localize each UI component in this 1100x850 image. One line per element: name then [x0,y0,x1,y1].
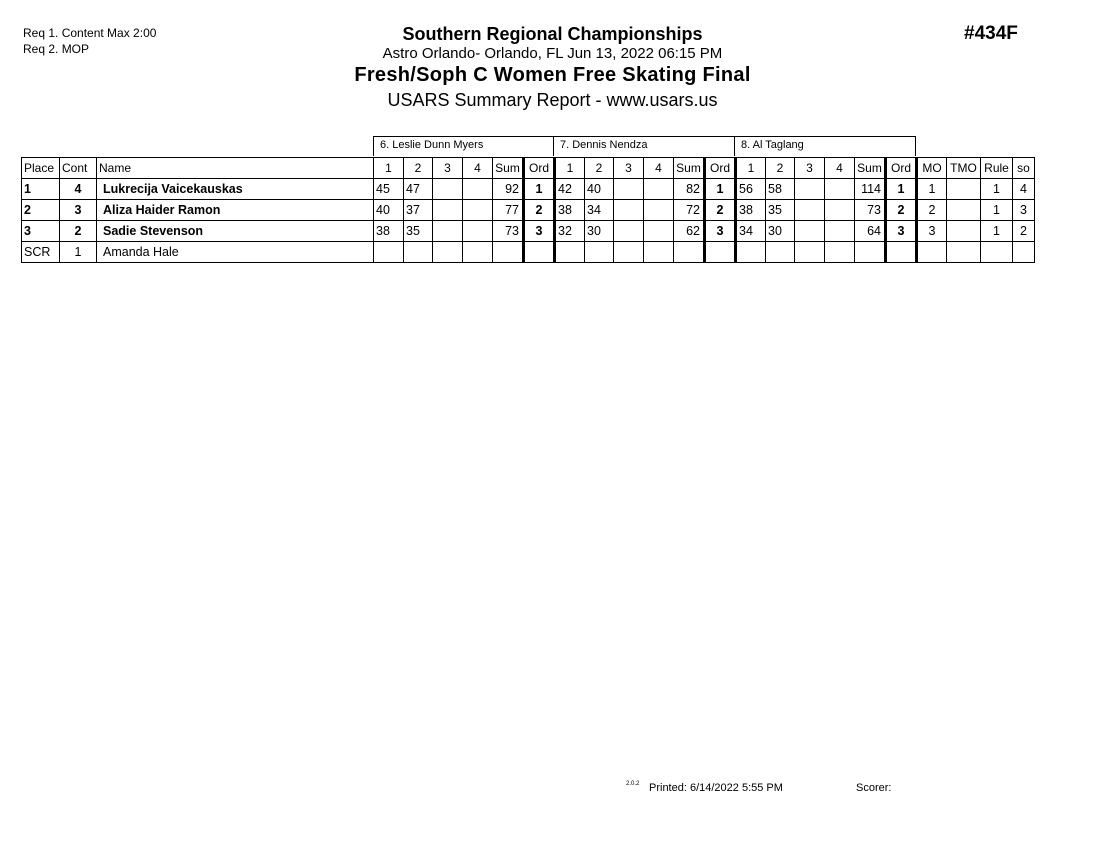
requirement-2: Req 2. MOP [23,42,90,56]
header-j1-sum: Sum [493,158,524,179]
header-j2-ord: Ord [705,158,736,179]
j1-mark-1-cell [374,242,404,263]
j2-mark-1-cell: 42 [555,179,585,200]
rule-cell [981,242,1013,263]
j2-mark-4-cell [644,242,674,263]
header-j3-ord: Ord [886,158,917,179]
header-j1-mark-4: 4 [463,158,493,179]
j3-sum-cell: 73 [855,200,886,221]
j2-ord-cell: 3 [705,221,736,242]
cont-cell: 1 [60,242,97,263]
j1-mark-2-cell: 37 [404,200,433,221]
j1-mark-4-cell [463,179,493,200]
mo-cell: 2 [917,200,947,221]
j2-sum-cell: 62 [674,221,705,242]
j2-mark-1-cell: 38 [555,200,585,221]
j3-ord-cell: 2 [886,200,917,221]
j1-mark-4-cell [463,221,493,242]
venue-line: Astro Orlando- Orlando, FL Jun 13, 2022 06:15 PM [382,45,723,62]
j1-ord-cell: 3 [524,221,555,242]
header-j3-sum: Sum [855,158,886,179]
tmo-cell [947,221,981,242]
j3-mark-4-cell [825,200,855,221]
cont-cell: 2 [60,221,97,242]
skater-name-cell: Sadie Stevenson [97,221,374,242]
rule-cell: 1 [981,179,1013,200]
tmo-cell [947,242,981,263]
j1-sum-cell: 77 [493,200,524,221]
rule-cell: 1 [981,221,1013,242]
j2-sum-cell: 72 [674,200,705,221]
header-tmo: TMO [947,158,981,179]
scorer-label: Scorer: [856,782,892,794]
j3-mark-1-cell: 38 [736,200,766,221]
j2-mark-4-cell [644,179,674,200]
j1-mark-3-cell [433,179,463,200]
j1-mark-3-cell [433,242,463,263]
j3-ord-cell: 3 [886,221,917,242]
j1-ord-cell: 2 [524,200,555,221]
skater-name-cell: Lukrecija Vaicekauskas [97,179,374,200]
j2-mark-2-cell: 34 [585,200,614,221]
judge-header-1: 6. Leslie Dunn Myers [373,136,554,156]
j2-ord-cell: 1 [705,179,736,200]
j3-mark-1-cell: 56 [736,179,766,200]
tmo-cell [947,179,981,200]
j2-ord-cell [705,242,736,263]
place-cell: 2 [22,200,60,221]
j3-mark-4-cell [825,221,855,242]
event-name: Fresh/Soph C Women Free Skating Final [354,64,751,86]
table-row [22,242,1035,263]
j2-mark-3-cell [614,200,644,221]
j2-mark-3-cell [614,221,644,242]
j3-sum-cell [855,242,886,263]
header-j1-mark-1: 1 [374,158,404,179]
j2-mark-4-cell [644,200,674,221]
mo-cell [917,242,947,263]
j2-mark-2-cell [585,242,614,263]
header-j3-mark-3: 3 [795,158,825,179]
judge-header-3: 8. Al Taglang [734,136,916,156]
j2-mark-1-cell: 32 [555,221,585,242]
j3-sum-cell: 114 [855,179,886,200]
header-j1-mark-2: 2 [404,158,433,179]
header-cont: Cont [60,158,97,179]
j2-ord-cell: 2 [705,200,736,221]
j3-mark-2-cell: 58 [766,179,795,200]
header-mo: MO [917,158,947,179]
j1-mark-1-cell: 38 [374,221,404,242]
j1-mark-1-cell: 40 [374,200,404,221]
j1-mark-3-cell [433,200,463,221]
skater-name-cell: Amanda Hale [97,242,374,263]
so-cell: 3 [1013,200,1035,221]
j1-mark-2-cell [404,242,433,263]
tmo-cell [947,200,981,221]
so-cell: 4 [1013,179,1035,200]
table-row [22,221,1035,242]
so-cell [1013,242,1035,263]
header-j3-mark-1: 1 [736,158,766,179]
j3-mark-1-cell [736,242,766,263]
cont-cell: 3 [60,200,97,221]
header-j2-sum: Sum [674,158,705,179]
j3-mark-4-cell [825,242,855,263]
results-table [21,157,1035,263]
j3-mark-1-cell: 34 [736,221,766,242]
header-j2-mark-4: 4 [644,158,674,179]
j3-mark-2-cell [766,242,795,263]
header-so: so [1013,158,1035,179]
so-cell: 2 [1013,221,1035,242]
j1-mark-2-cell: 35 [404,221,433,242]
skater-name-cell: Aliza Haider Ramon [97,200,374,221]
j3-mark-3-cell [795,179,825,200]
j1-mark-2-cell: 47 [404,179,433,200]
cont-cell: 4 [60,179,97,200]
j2-sum-cell: 82 [674,179,705,200]
mo-cell: 3 [917,221,947,242]
printed-timestamp: Printed: 6/14/2022 5:55 PM [649,782,783,794]
j2-mark-2-cell: 30 [585,221,614,242]
header-j2-mark-3: 3 [614,158,644,179]
j3-mark-2-cell: 30 [766,221,795,242]
header-j2-mark-2: 2 [585,158,614,179]
j3-mark-3-cell [795,200,825,221]
event-number: #434F [964,23,1018,44]
place-cell: SCR [22,242,60,263]
rule-cell: 1 [981,200,1013,221]
j3-ord-cell: 1 [886,179,917,200]
j3-mark-2-cell: 35 [766,200,795,221]
j3-mark-3-cell [795,242,825,263]
header-j3-mark-2: 2 [766,158,795,179]
header-rule: Rule [981,158,1013,179]
header-j1-mark-3: 3 [433,158,463,179]
header-j2-mark-1: 1 [555,158,585,179]
j2-mark-1-cell [555,242,585,263]
j1-sum-cell: 73 [493,221,524,242]
header-place: Place [22,158,60,179]
table-row [22,200,1035,221]
j2-sum-cell [674,242,705,263]
j2-mark-3-cell [614,242,644,263]
j2-mark-3-cell [614,179,644,200]
j3-mark-4-cell [825,179,855,200]
j1-mark-4-cell [463,200,493,221]
j1-sum-cell [493,242,524,263]
place-cell: 1 [22,179,60,200]
j1-mark-4-cell [463,242,493,263]
judge-header-2: 7. Dennis Nendza [553,136,735,156]
j2-mark-4-cell [644,221,674,242]
j3-sum-cell: 64 [855,221,886,242]
software-version: 2.0.2 [626,781,640,787]
header-j3-mark-4: 4 [825,158,855,179]
place-cell: 3 [22,221,60,242]
requirement-1: Req 1. Content Max 2:00 [23,26,157,40]
header-j1-ord: Ord [524,158,555,179]
j1-sum-cell: 92 [493,179,524,200]
j1-ord-cell [524,242,555,263]
j1-mark-3-cell [433,221,463,242]
mo-cell: 1 [917,179,947,200]
table-row [22,179,1035,200]
report-name: USARS Summary Report - www.usars.us [387,90,718,110]
j3-ord-cell [886,242,917,263]
j2-mark-2-cell: 40 [585,179,614,200]
j1-ord-cell: 1 [524,179,555,200]
j1-mark-1-cell: 45 [374,179,404,200]
header-name: Name [97,158,374,179]
j3-mark-3-cell [795,221,825,242]
column-header-row [22,158,1035,179]
championship-title: Southern Regional Championships [402,24,703,44]
